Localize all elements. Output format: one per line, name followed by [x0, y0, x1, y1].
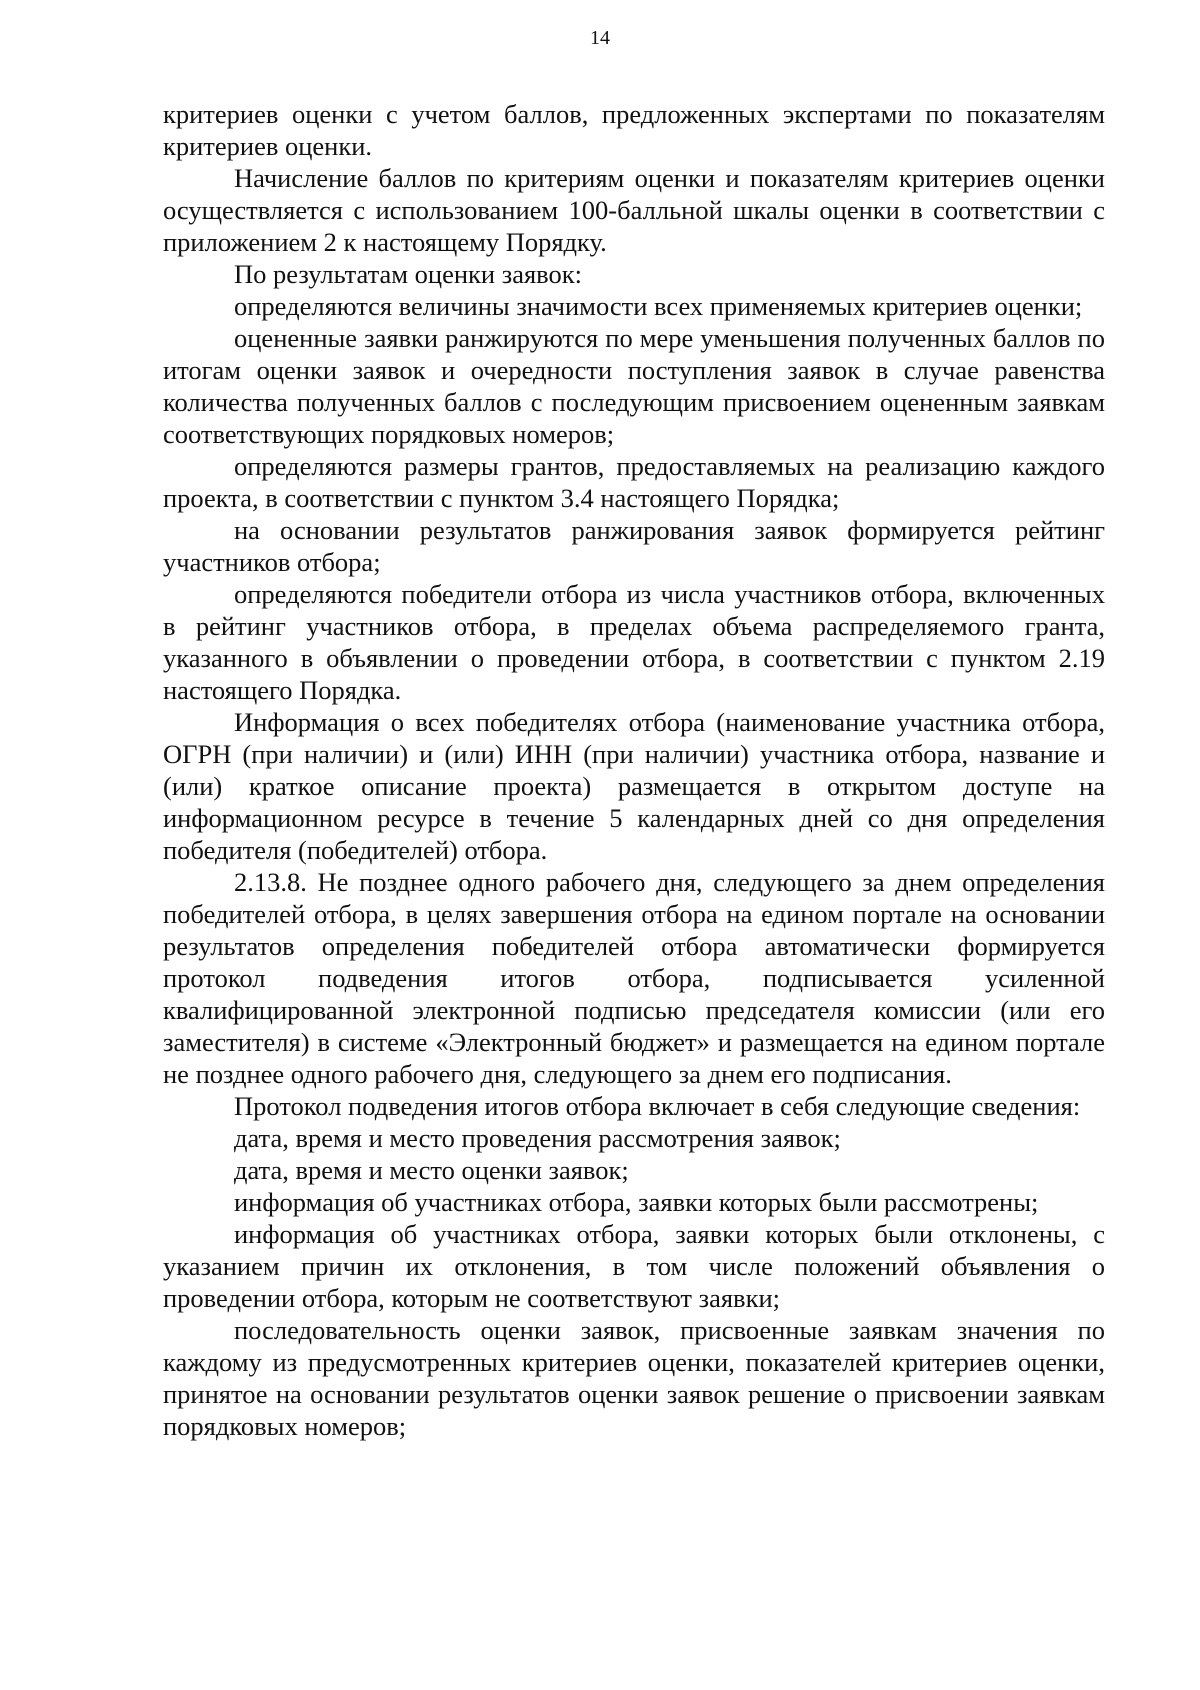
paragraph: определяются размеры грантов, предоставляемых на реализацию каждого проекта, в соответствии с пунктом 3.4 настоящего Порядка;	[163, 451, 1105, 513]
paragraph: оцененные заявки ранжируются по мере уменьшения полученных баллов по итогам оценки заявок и очередности поступления заявок в случае равенства количества полученных баллов с последующим присвоением оцененным заявкам соответствующих порядковых номеров;	[163, 323, 1105, 449]
paragraph: на основании результатов ранжирования заявок формируется рейтинг участников отбора;	[163, 515, 1105, 577]
paragraph: дата, время и место оценки заявок;	[234, 1155, 629, 1185]
paragraph: критериев оценки с учетом баллов, предложенных экспертами по показателям критериев оценки.	[163, 99, 1105, 161]
paragraph: определяются величины значимости всех применяемых критериев оценки;	[234, 291, 1083, 321]
paragraph: информация об участниках отбора, заявки которых были отклонены, с указанием причин их отклонения, в том числе положений объявления о проведении отбора, которым не соответствуют заявки;	[163, 1219, 1105, 1313]
paragraph: Протокол подведения итогов отбора включает в себя следующие сведения:	[234, 1091, 1081, 1121]
paragraph: дата, время и место проведения рассмотрения заявок;	[234, 1123, 841, 1153]
page-number: 14	[590, 27, 610, 49]
paragraph: Информация о всех победителях отбора (наименование участника отбора, ОГРН (при наличии) и (или) ИНН (при наличии) участника отбора, название и (или) краткое описание проекта) размещается в открытом доступе на информационном ресурсе в течение 5 календарных дней со дня определения победителя (победителей) отбора.	[163, 707, 1105, 865]
paragraph: определяются победители отбора из числа участников отбора, включенных в рейтинг участников отбора, в пределах объема распределяемого гранта, указанного в объявлении о проведении отбора, в соответствии с пунктом 2.19 настоящего Порядка.	[163, 579, 1105, 705]
paragraph: По результатам оценки заявок:	[234, 259, 582, 289]
paragraph: Начисление баллов по критериям оценки и показателям критериев оценки осуществляется с использованием 100-балльной шкалы оценки в соответствии с приложением 2 к настоящему Порядку.	[163, 163, 1105, 257]
paragraph: информация об участниках отбора, заявки которых были рассмотрены;	[234, 1187, 1039, 1217]
paragraph: последовательность оценки заявок, присвоенные заявкам значения по каждому из предусмотренных критериев оценки, показателей критериев оценки, принятое на основании результатов оценки заявок решение о присвоении заявкам порядковых номеров;	[163, 1315, 1105, 1441]
paragraph: 2.13.8. Не позднее одного рабочего дня, следующего за днем определения победителей отбора, в целях завершения отбора на едином портале на основании результатов определения победителей отбора автоматически формируется протокол подведения итогов отбора, подписывается усиленной квалифицированной электронной подписью председателя комиссии (или его заместителя) в системе «Электронный бюджет» и размещается на едином портале не позднее одного рабочего дня, следующего за днем его подписания.	[163, 867, 1105, 1089]
document-body	[163, 98, 1105, 1442]
